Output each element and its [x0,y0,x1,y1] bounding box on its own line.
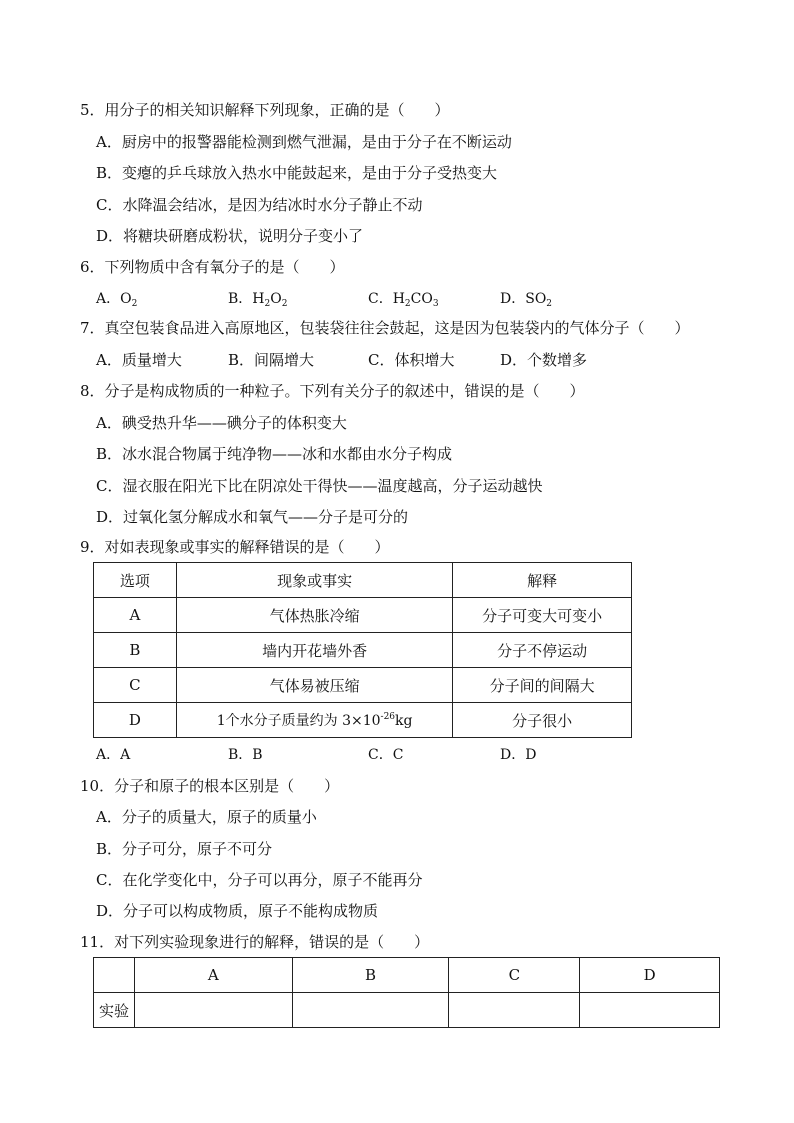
q6-stem: 6．下列物质中含有氧分子的是（ ） [80,258,345,276]
q10-option-c: C．在化学变化中，分子可以再分，原子不能再分 [96,871,423,889]
q11-table [93,957,720,1028]
table-row [94,668,632,703]
q10-stem: 10．分子和原子的根本区别是（ ） [80,777,340,795]
q6-option-d: D．$SO_2$ [500,291,553,309]
q11-cell-a [134,993,292,1028]
q9-cell-option: B [94,633,177,668]
table-row [94,633,632,668]
q6-option-c: C．$H_2CO_3$ [368,291,439,309]
table-row [94,993,720,1028]
q11-header-c: C [449,958,580,993]
q8-option-c: C．湿衣服在阳光下比在阴凉处干得快——温度越高，分子运动越快 [96,477,543,495]
q11-header-d: D [580,958,720,993]
q9-header-fact: 现象或事实 [176,563,453,598]
q9-option-a: A．A [96,747,131,763]
q9-cell-fact: 1个水分子质量约为 $3\times 10^{-26}kg$ [176,703,453,738]
q11-header-row [94,958,720,993]
q10-option-d: D．分子可以构成物质，原子不能构成物质 [96,902,379,920]
q6-options [96,289,736,309]
q5-option-a: A．厨房中的报警器能检测到燃气泄漏，是由于分子在不断运动 [96,133,512,151]
q9-cell-explain: 分子很小 [453,703,632,738]
q7-option-b: B．间隔增大 [228,351,315,369]
q9-cell-fact: 气体热胀冷缩 [176,598,453,633]
q9-cell-fact: 气体易被压缩 [176,668,453,703]
q7-option-d: D．个数增多 [500,351,588,369]
q6-option-a: A．$O_2$ [96,291,138,309]
q9-cell-option: C [94,668,177,703]
q9-table [93,562,632,738]
q7-stem: 7．真空包装食品进入高原地区，包装袋往往会鼓起，这是因为包装袋内的气体分子（ ） [80,319,690,337]
q9-header-explain: 解释 [453,563,632,598]
q10-option-a: A．分子的质量大，原子的质量小 [96,808,317,826]
q11-header-blank [94,958,135,993]
q6-option-b: B．$H_2O_2$ [228,291,288,309]
q9-cell-option: D [94,703,177,738]
q11-header-a: A [134,958,292,993]
q9-options [96,745,736,765]
q9-option-d: D．D [500,747,537,763]
q9-option-b: B．B [228,747,263,763]
q5-option-b: B．变瘪的乒乓球放入热水中能鼓起来，是由于分子受热变大 [96,164,498,182]
q5-stem: 5．用分子的相关知识解释下列现象，正确的是（ ） [80,101,450,119]
table-row [94,598,632,633]
table-row [94,703,632,738]
q8-stem: 8．分子是构成物质的一种粒子。下列有关分子的叙述中，错误的是（ ） [80,382,585,400]
q10-option-b: B．分子可分，原子不可分 [96,840,273,858]
q9-cell-explain: 分子可变大可变小 [453,598,632,633]
q9-cell-explain: 分子间的间隔大 [453,668,632,703]
q7-options [96,350,736,370]
q9-stem: 9．对如表现象或事实的解释错误的是（ ） [80,538,390,556]
q8-option-d: D．过氧化氢分解成水和氧气——分子是可分的 [96,508,409,526]
q9-cell-explain: 分子不停运动 [453,633,632,668]
q11-row-label: 实验 [94,993,135,1028]
q11-cell-d [580,993,720,1028]
q5-option-c: C．水降温会结冰，是因为结冰时水分子静止不动 [96,196,423,214]
q5-option-d: D．将糖块研磨成粉状，说明分子变小了 [96,227,364,245]
q11-stem: 11．对下列实验现象进行的解释，错误的是（ ） [80,933,430,951]
q9-cell-fact: 墙内开花墙外香 [176,633,453,668]
q11-header-b: B [292,958,449,993]
q11-cell-c [449,993,580,1028]
q9-option-c: C．C [368,747,404,763]
q9-header-row [94,563,632,598]
q8-option-a: A．碘受热升华——碘分子的体积变大 [96,414,347,432]
q7-option-c: C．体积增大 [368,351,455,369]
q9-header-option: 选项 [94,563,177,598]
q7-option-a: A．质量增大 [96,351,182,369]
q11-cell-b [292,993,449,1028]
q9-cell-option: A [94,598,177,633]
q8-option-b: B．冰水混合物属于纯净物——冰和水都由水分子构成 [96,445,453,463]
